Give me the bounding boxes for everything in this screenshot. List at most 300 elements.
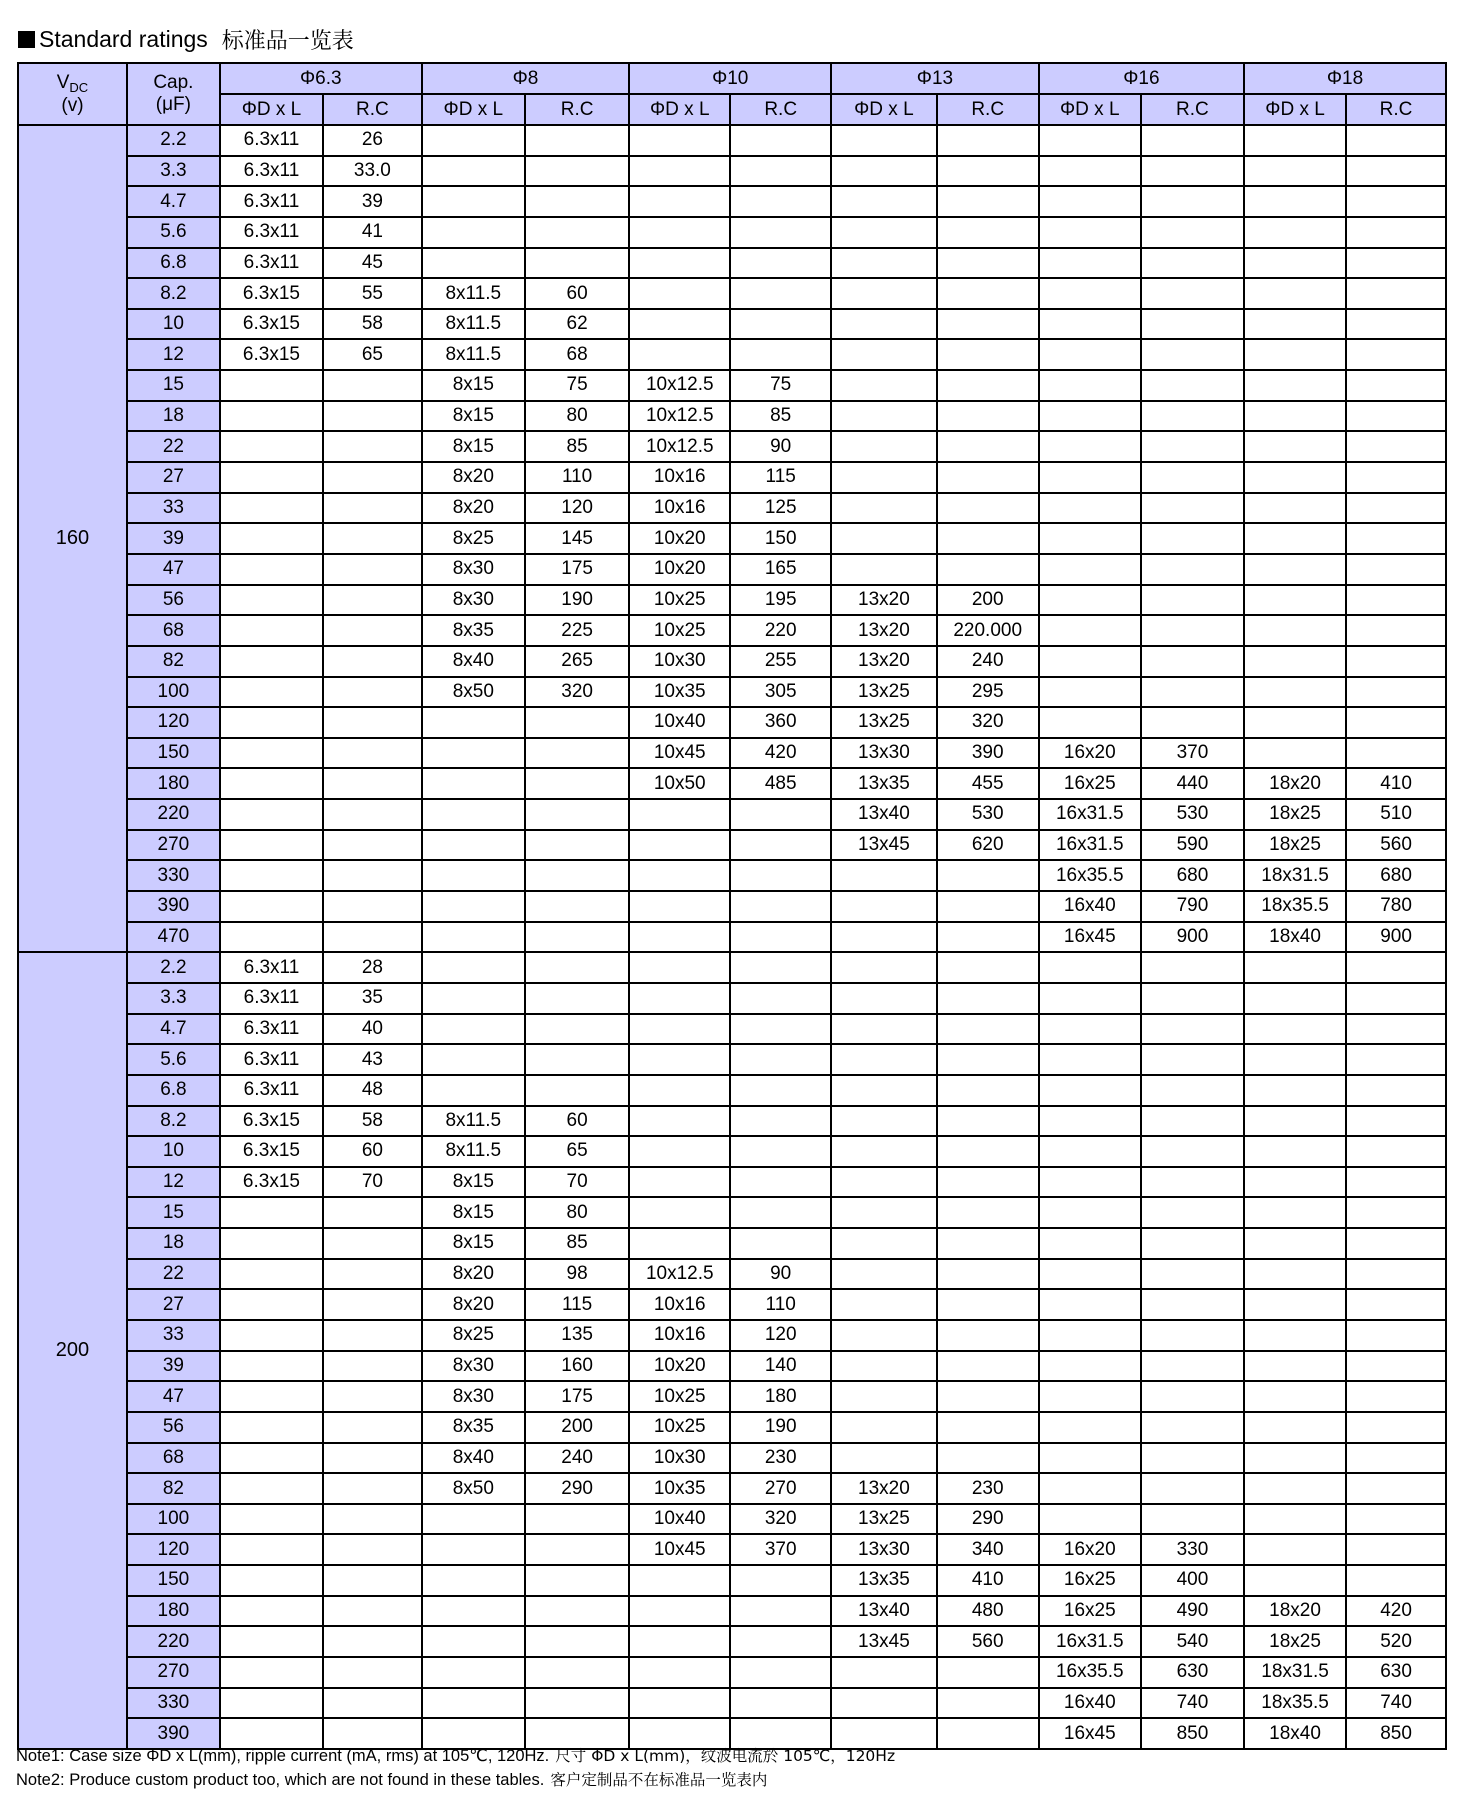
ripple-current-cell	[323, 1688, 422, 1719]
case-size-cell: 16x31.5	[1039, 1626, 1141, 1657]
ripple-current-cell	[1346, 1473, 1446, 1504]
case-size-cell: 8x11.5	[422, 278, 525, 309]
case-size-cell	[220, 1626, 323, 1657]
case-size-cell	[831, 1075, 937, 1106]
ripple-current-cell	[1346, 615, 1446, 646]
case-size-cell	[220, 1197, 323, 1228]
ripple-current-cell	[730, 1075, 831, 1106]
title-cn: 标准品一览表	[221, 28, 354, 54]
ripple-current-cell	[1141, 493, 1244, 524]
case-size-cell	[1244, 738, 1346, 769]
ripple-current-cell: 270	[730, 1473, 831, 1504]
case-size-cell	[629, 860, 730, 891]
case-size-cell: 8x40	[422, 1443, 525, 1474]
ripple-current-cell: 85	[525, 431, 629, 462]
ripple-current-cell	[730, 1136, 831, 1167]
ripple-current-cell	[1346, 1106, 1446, 1137]
ripple-current-cell	[937, 1657, 1039, 1688]
ripple-current-cell: 530	[937, 799, 1039, 830]
table-row	[18, 1688, 1446, 1719]
case-size-cell	[1244, 1412, 1346, 1443]
ripple-current-cell	[1346, 401, 1446, 432]
case-size-cell: 16x35.5	[1039, 1657, 1141, 1688]
ripple-current-cell: 55	[323, 278, 422, 309]
ripple-current-cell	[1346, 1381, 1446, 1412]
case-size-cell	[629, 217, 730, 248]
ripple-current-cell	[323, 1473, 422, 1504]
ripple-current-cell: 240	[525, 1443, 629, 1474]
ripple-current-cell	[525, 1014, 629, 1045]
ripple-current-cell	[323, 523, 422, 554]
case-size-cell: 18x25	[1244, 830, 1346, 861]
table-row	[18, 248, 1446, 279]
ripple-current-cell	[730, 1228, 831, 1259]
ripple-current-cell	[1141, 585, 1244, 616]
ripple-current-cell: 145	[525, 523, 629, 554]
case-size-cell	[220, 1259, 323, 1290]
ripple-current-cell	[730, 217, 831, 248]
ripple-current-cell	[730, 830, 831, 861]
case-size-cell	[220, 860, 323, 891]
ripple-current-cell	[1141, 1381, 1244, 1412]
case-size-cell: 10x25	[629, 585, 730, 616]
capacitance-cell: 120	[127, 1534, 220, 1565]
ripple-current-cell: 680	[1346, 860, 1446, 891]
ripple-current-cell: 190	[525, 585, 629, 616]
table-row	[18, 860, 1446, 891]
ripple-current-cell: 630	[1141, 1657, 1244, 1688]
capacitance-cell: 270	[127, 830, 220, 861]
ripple-current-cell	[937, 1289, 1039, 1320]
case-size-cell: 8x15	[422, 1167, 525, 1198]
table-row	[18, 431, 1446, 462]
ripple-current-cell	[525, 1075, 629, 1106]
case-size-cell: 16x40	[1039, 891, 1141, 922]
table-row	[18, 891, 1446, 922]
case-size-cell: 8x20	[422, 493, 525, 524]
ripple-current-cell	[323, 1534, 422, 1565]
capacitance-cell: 15	[127, 370, 220, 401]
ripple-current-cell	[1346, 186, 1446, 217]
capacitance-cell: 68	[127, 1443, 220, 1474]
ripple-current-cell	[937, 278, 1039, 309]
case-size-cell	[1039, 1289, 1141, 1320]
case-size-cell	[220, 738, 323, 769]
case-size-cell: 8x25	[422, 1320, 525, 1351]
table-row	[18, 677, 1446, 708]
ripple-current-cell: 110	[730, 1289, 831, 1320]
case-size-cell	[220, 891, 323, 922]
ripple-current-cell: 265	[525, 646, 629, 677]
ripple-current-cell	[525, 738, 629, 769]
case-size-cell	[1244, 1014, 1346, 1045]
ripple-current-cell	[525, 830, 629, 861]
ripple-current-cell	[323, 1320, 422, 1351]
ripple-current-cell	[1141, 554, 1244, 585]
case-size-cell	[831, 1320, 937, 1351]
ripple-current-cell	[323, 554, 422, 585]
case-size-cell	[629, 922, 730, 953]
ripple-current-cell: 60	[525, 278, 629, 309]
capacitance-cell: 27	[127, 1289, 220, 1320]
table-row	[18, 1136, 1446, 1167]
case-size-cell	[220, 646, 323, 677]
ripple-current-cell	[1141, 1443, 1244, 1474]
case-size-cell: 6.3x11	[220, 186, 323, 217]
case-size-cell	[629, 125, 730, 156]
ripple-current-cell: 195	[730, 585, 831, 616]
ripple-current-cell: 120	[525, 493, 629, 524]
capacitance-cell: 10	[127, 1136, 220, 1167]
ripple-current-cell	[1141, 186, 1244, 217]
case-size-cell	[1244, 1197, 1346, 1228]
case-size-cell	[1244, 1259, 1346, 1290]
case-size-cell: 8x11.5	[422, 339, 525, 370]
ripple-current-cell	[525, 922, 629, 953]
case-size-cell	[629, 339, 730, 370]
table-row	[18, 1075, 1446, 1106]
table-row	[18, 768, 1446, 799]
case-size-cell	[1244, 523, 1346, 554]
capacitance-cell: 470	[127, 922, 220, 953]
size-col-header: ΦD x L	[422, 94, 525, 125]
case-size-cell: 10x50	[629, 768, 730, 799]
case-size-cell	[422, 1596, 525, 1627]
case-size-cell: 6.3x11	[220, 125, 323, 156]
ripple-current-cell	[730, 1014, 831, 1045]
ripple-current-cell: 45	[323, 248, 422, 279]
case-size-cell: 8x20	[422, 1289, 525, 1320]
case-size-cell	[1039, 125, 1141, 156]
ripple-current-cell	[1141, 1197, 1244, 1228]
capacitance-cell: 180	[127, 1596, 220, 1627]
ripple-current-cell	[525, 156, 629, 187]
case-size-cell	[220, 462, 323, 493]
case-size-cell	[220, 1320, 323, 1351]
diameter-header: Φ8	[422, 63, 630, 94]
case-size-cell: 8x50	[422, 1473, 525, 1504]
ripple-current-cell	[937, 186, 1039, 217]
table-row	[18, 462, 1446, 493]
case-size-cell	[422, 1565, 525, 1596]
case-size-cell: 6.3x11	[220, 156, 323, 187]
case-size-cell: 6.3x11	[220, 983, 323, 1014]
ripple-current-cell	[730, 922, 831, 953]
case-size-cell: 18x31.5	[1244, 1657, 1346, 1688]
ripple-current-cell	[1141, 1351, 1244, 1382]
ripple-current-cell	[1141, 370, 1244, 401]
case-size-cell: 10x16	[629, 493, 730, 524]
case-size-cell: 8x35	[422, 1412, 525, 1443]
case-size-cell: 8x15	[422, 1197, 525, 1228]
ripple-current-cell: 39	[323, 186, 422, 217]
case-size-cell	[1244, 554, 1346, 585]
case-size-cell	[1039, 309, 1141, 340]
rc-col-header: R.C	[323, 94, 422, 125]
case-size-cell	[629, 1014, 730, 1045]
case-size-cell	[629, 248, 730, 279]
ripple-current-cell	[323, 799, 422, 830]
ripple-current-cell: 180	[730, 1381, 831, 1412]
ripple-current-cell	[323, 1381, 422, 1412]
case-size-cell	[629, 799, 730, 830]
ripple-current-cell	[937, 156, 1039, 187]
ripple-current-cell: 70	[525, 1167, 629, 1198]
case-size-cell	[1244, 1044, 1346, 1075]
case-size-cell	[1039, 952, 1141, 983]
ripple-current-cell	[525, 1044, 629, 1075]
case-size-cell: 16x25	[1039, 768, 1141, 799]
size-col-header: ΦD x L	[629, 94, 730, 125]
capacitance-cell: 150	[127, 738, 220, 769]
size-col-header: ΦD x L	[831, 94, 937, 125]
ripple-current-cell	[1141, 1504, 1244, 1535]
ripple-current-cell: 900	[1346, 922, 1446, 953]
case-size-cell	[629, 1228, 730, 1259]
note-2: Note2: Produce custom product too, which are not found in these tables. 客户定制品不在标准品一览表内	[16, 1771, 768, 1789]
capacitance-cell: 47	[127, 554, 220, 585]
ripple-current-cell	[525, 1688, 629, 1719]
case-size-cell: 18x35.5	[1244, 1688, 1346, 1719]
ripple-current-cell: 290	[525, 1473, 629, 1504]
ripple-current-cell: 115	[525, 1289, 629, 1320]
size-col-header: ΦD x L	[1039, 94, 1141, 125]
ripple-current-cell	[323, 768, 422, 799]
case-size-cell: 13x30	[831, 1534, 937, 1565]
ripple-current-cell	[937, 1412, 1039, 1443]
case-size-cell	[220, 370, 323, 401]
ripple-current-cell	[1141, 523, 1244, 554]
ripple-current-cell	[1141, 1167, 1244, 1198]
ripple-current-cell: 220.000	[937, 615, 1039, 646]
table-row	[18, 585, 1446, 616]
ripple-current-cell: 360	[730, 707, 831, 738]
case-size-cell	[1244, 1534, 1346, 1565]
ripple-current-cell	[1141, 1473, 1244, 1504]
table-row	[18, 707, 1446, 738]
case-size-cell	[831, 370, 937, 401]
ripple-current-cell: 115	[730, 462, 831, 493]
case-size-cell	[1039, 186, 1141, 217]
ripple-current-cell: 330	[1141, 1534, 1244, 1565]
table-row	[18, 554, 1446, 585]
case-size-cell	[1039, 1136, 1141, 1167]
case-size-cell	[629, 983, 730, 1014]
ripple-current-cell: 680	[1141, 860, 1244, 891]
ripple-current-cell	[1346, 1259, 1446, 1290]
diameter-header: Φ10	[629, 63, 831, 94]
ripple-current-cell	[1346, 1504, 1446, 1535]
case-size-cell: 16x35.5	[1039, 860, 1141, 891]
case-size-cell: 6.3x11	[220, 1075, 323, 1106]
table-row	[18, 1320, 1446, 1351]
ripple-current-cell	[323, 1412, 422, 1443]
ripple-current-cell	[1141, 1259, 1244, 1290]
ripple-current-cell	[323, 615, 422, 646]
ripple-current-cell	[1346, 1565, 1446, 1596]
case-size-cell	[831, 401, 937, 432]
case-size-cell	[1039, 248, 1141, 279]
case-size-cell	[220, 1412, 323, 1443]
ripple-current-cell: 305	[730, 677, 831, 708]
case-size-cell: 18x40	[1244, 1718, 1346, 1749]
case-size-cell: 13x35	[831, 1565, 937, 1596]
ripple-current-cell	[1346, 585, 1446, 616]
ripple-current-cell	[323, 1228, 422, 1259]
case-size-cell: 13x40	[831, 799, 937, 830]
table-row	[18, 1565, 1446, 1596]
ripple-current-cell: 160	[525, 1351, 629, 1382]
ripple-current-cell: 230	[937, 1473, 1039, 1504]
ripple-current-cell: 455	[937, 768, 1039, 799]
case-size-cell: 10x45	[629, 1534, 730, 1565]
ripple-current-cell	[730, 891, 831, 922]
ripple-current-cell: 290	[937, 1504, 1039, 1535]
ripple-current-cell	[1141, 952, 1244, 983]
case-size-cell	[220, 1565, 323, 1596]
ripple-current-cell: 320	[730, 1504, 831, 1535]
ripple-current-cell	[1346, 983, 1446, 1014]
ripple-current-cell: 440	[1141, 768, 1244, 799]
ripple-current-cell: 26	[323, 125, 422, 156]
table-row	[18, 1044, 1446, 1075]
case-size-cell	[1039, 339, 1141, 370]
case-size-cell	[1039, 615, 1141, 646]
capacitance-cell: 330	[127, 860, 220, 891]
ripple-current-cell	[1141, 1412, 1244, 1443]
ripple-current-cell: 75	[730, 370, 831, 401]
ripple-current-cell	[323, 1259, 422, 1290]
ripple-current-cell	[730, 248, 831, 279]
case-size-cell: 10x25	[629, 1381, 730, 1412]
ripple-current-cell: 98	[525, 1259, 629, 1290]
ripple-current-cell	[323, 1565, 422, 1596]
table-row	[18, 156, 1446, 187]
case-size-cell: 8x15	[422, 370, 525, 401]
case-size-cell	[1244, 1565, 1346, 1596]
case-size-cell	[1039, 1412, 1141, 1443]
case-size-cell	[831, 523, 937, 554]
ripple-current-cell	[937, 431, 1039, 462]
ripple-current-cell	[937, 1136, 1039, 1167]
ripple-current-cell	[525, 125, 629, 156]
ripple-current-cell	[937, 401, 1039, 432]
ripple-current-cell	[1346, 707, 1446, 738]
ripple-current-cell	[937, 1075, 1039, 1106]
ripple-current-cell	[937, 983, 1039, 1014]
ripple-current-cell: 58	[323, 309, 422, 340]
case-size-cell	[1244, 1106, 1346, 1137]
case-size-cell	[629, 186, 730, 217]
capacitance-cell: 220	[127, 799, 220, 830]
table-row	[18, 799, 1446, 830]
case-size-cell	[1039, 523, 1141, 554]
case-size-cell	[1039, 1044, 1141, 1075]
title-en: Standard ratings	[39, 25, 208, 52]
ripple-current-cell: 80	[525, 1197, 629, 1228]
case-size-cell	[831, 1136, 937, 1167]
case-size-cell	[220, 1504, 323, 1535]
case-size-cell	[629, 156, 730, 187]
capacitance-cell: 100	[127, 1504, 220, 1535]
case-size-cell	[831, 1381, 937, 1412]
ripple-current-cell: 230	[730, 1443, 831, 1474]
case-size-cell	[831, 156, 937, 187]
case-size-cell: 6.3x15	[220, 309, 323, 340]
case-size-cell	[1039, 1197, 1141, 1228]
ripple-current-cell	[323, 370, 422, 401]
ripple-current-cell	[323, 860, 422, 891]
ripple-current-cell	[525, 1657, 629, 1688]
case-size-cell: 6.3x15	[220, 1106, 323, 1137]
ripple-current-cell	[937, 248, 1039, 279]
case-size-cell	[629, 952, 730, 983]
ripple-current-cell	[1346, 1075, 1446, 1106]
case-size-cell	[220, 707, 323, 738]
ripple-current-cell	[1346, 1014, 1446, 1045]
table-row	[18, 278, 1446, 309]
ripple-current-cell: 390	[937, 738, 1039, 769]
ripple-current-cell	[1346, 952, 1446, 983]
ripple-current-cell: 400	[1141, 1565, 1244, 1596]
case-size-cell	[1244, 1075, 1346, 1106]
ripple-current-cell	[1346, 1167, 1446, 1198]
ripple-current-cell	[1141, 309, 1244, 340]
ripple-current-cell: 90	[730, 1259, 831, 1290]
case-size-cell: 13x20	[831, 585, 937, 616]
ripple-current-cell: 790	[1141, 891, 1244, 922]
case-size-cell	[1244, 646, 1346, 677]
ripple-current-cell: 255	[730, 646, 831, 677]
ripple-current-cell	[525, 248, 629, 279]
case-size-cell	[831, 217, 937, 248]
ripple-current-cell	[1346, 309, 1446, 340]
diameter-header: Φ13	[831, 63, 1039, 94]
case-size-cell: 16x45	[1039, 1718, 1141, 1749]
ripple-current-cell: 68	[525, 339, 629, 370]
case-size-cell	[220, 431, 323, 462]
ripple-current-cell	[1346, 1534, 1446, 1565]
case-size-cell	[831, 983, 937, 1014]
case-size-cell	[1244, 462, 1346, 493]
ripple-current-cell	[323, 431, 422, 462]
table-row	[18, 738, 1446, 769]
case-size-cell	[629, 1565, 730, 1596]
case-size-cell	[1244, 1136, 1346, 1167]
size-col-header: ΦD x L	[1244, 94, 1346, 125]
ripple-current-cell	[730, 1688, 831, 1719]
ripple-current-cell: 490	[1141, 1596, 1244, 1627]
ripple-current-cell	[1141, 677, 1244, 708]
case-size-cell	[831, 554, 937, 585]
case-size-cell	[1039, 677, 1141, 708]
case-size-cell	[1039, 1381, 1141, 1412]
case-size-cell	[422, 799, 525, 830]
case-size-cell: 13x45	[831, 1626, 937, 1657]
case-size-cell: 8x30	[422, 554, 525, 585]
case-size-cell: 10x20	[629, 1351, 730, 1382]
ripple-current-cell	[1346, 431, 1446, 462]
case-size-cell: 8x11.5	[422, 309, 525, 340]
ripple-current-cell: 320	[525, 677, 629, 708]
case-size-cell	[831, 462, 937, 493]
ripple-current-cell	[937, 462, 1039, 493]
case-size-cell: 18x40	[1244, 922, 1346, 953]
ripple-current-cell	[730, 1565, 831, 1596]
diameter-header: Φ16	[1039, 63, 1244, 94]
capacitance-cell: 8.2	[127, 1106, 220, 1137]
ripple-current-cell	[1141, 1228, 1244, 1259]
